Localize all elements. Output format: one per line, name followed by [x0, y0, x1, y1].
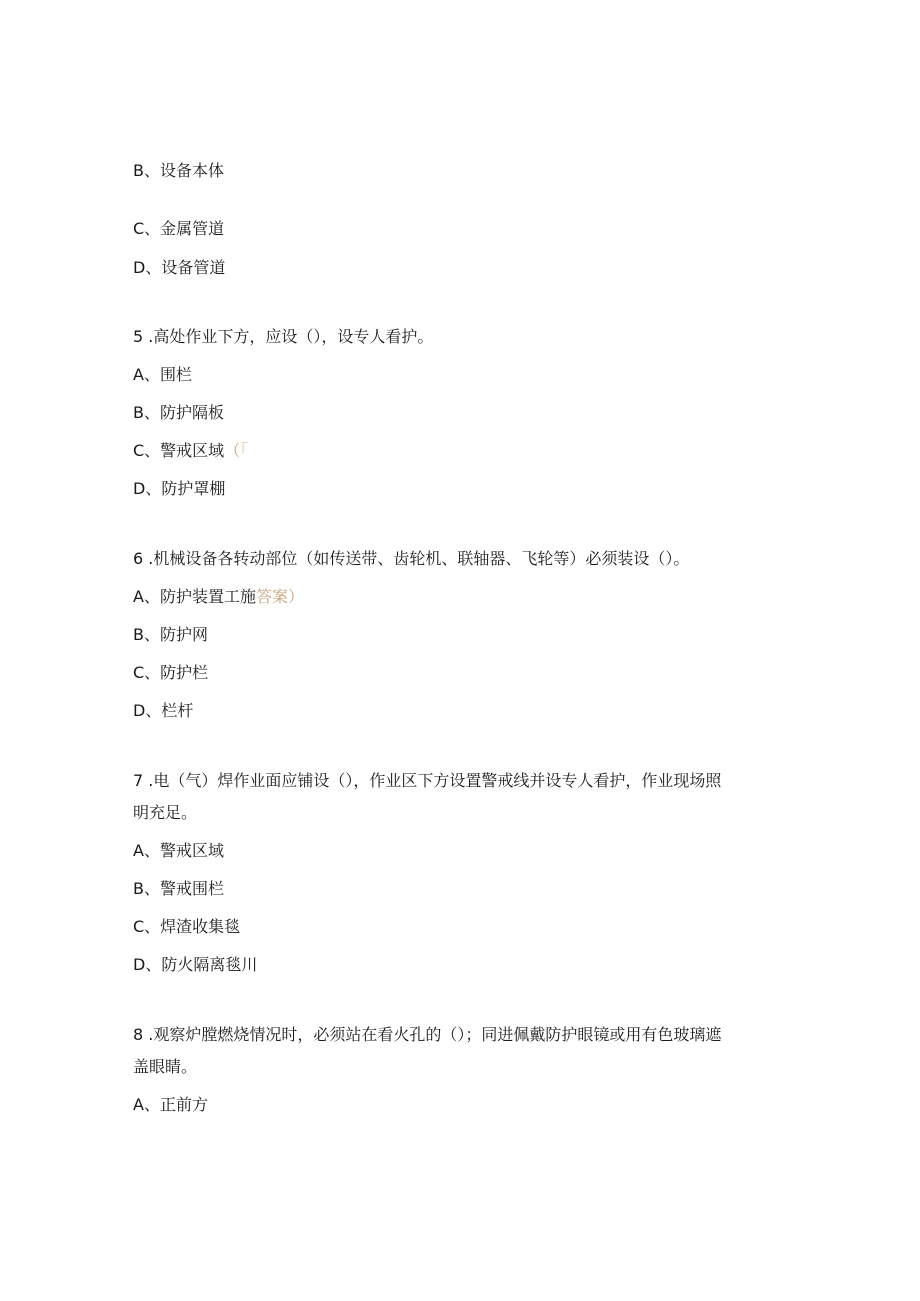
option-a-line: [133, 364, 192, 386]
question-6: [133, 548, 689, 570]
question-text: 6 .机械设备各转动部位（如传送带、齿轮机、联轴器、飞轮等）必须装设（）。: [133, 549, 690, 568]
line-text: B、设备本体: [133, 161, 224, 180]
option-a-line: [133, 586, 304, 608]
option-d-line: [133, 700, 193, 722]
option-c-line: [133, 218, 224, 240]
line-text: D、防护罩棚: [133, 479, 226, 498]
option-d-line: [133, 478, 225, 500]
line-text: D、设备管道: [133, 258, 226, 277]
line-text: C、金属管道: [133, 219, 225, 238]
line-text: B、防护隔板: [133, 403, 224, 422]
option-a-line: [133, 1094, 208, 1116]
line-text: C、焊渣收集毯: [133, 917, 241, 936]
option-d-line: [133, 257, 225, 279]
question-text: 盖眼睛。: [133, 1057, 198, 1076]
option-b-line: [133, 160, 224, 182]
answer-mark: 答案）: [255, 587, 304, 606]
option-c-line: [133, 440, 248, 462]
line-text: D、防火隔离毯川: [133, 955, 258, 974]
option-a-line: [133, 840, 224, 862]
question-text: 8 .观察炉膛燃烧情况时，必须站在看火孔的（）；同进佩戴防护眼镜或用有色玻璃遮: [133, 1025, 722, 1044]
option-b-line: [133, 402, 224, 424]
option-d-line: [133, 954, 257, 976]
question-8: [133, 1024, 721, 1046]
question-text: 5 .高处作业下方，应设（），设专人看护。: [133, 327, 434, 346]
line-text: B、防护网: [133, 625, 208, 644]
question-7-continued: [133, 802, 197, 824]
option-c-line: [133, 916, 240, 938]
question-text: 明充足。: [133, 803, 198, 822]
question-8-continued: [133, 1056, 197, 1078]
line-text: A、防护装置工施: [133, 587, 256, 606]
line-text: C、警戒区域: [133, 441, 225, 460]
question-5: [133, 326, 433, 348]
line-text: B、警戒围栏: [133, 879, 224, 898]
line-text: A、围栏: [133, 365, 192, 384]
option-b-line: [133, 624, 208, 646]
answer-mark: （「: [224, 441, 249, 460]
question-7: [133, 770, 721, 792]
option-c-line: [133, 662, 208, 684]
option-b-line: [133, 878, 224, 900]
line-text: C、防护栏: [133, 663, 209, 682]
question-text: 7 .电（气）焊作业面应铺设（），作业区下方设置警戒线并设专人看护，作业现场照: [133, 771, 722, 790]
line-text: A、正前方: [133, 1095, 208, 1114]
line-text: A、警戒区域: [133, 841, 224, 860]
line-text: D、栏杆: [133, 701, 194, 720]
